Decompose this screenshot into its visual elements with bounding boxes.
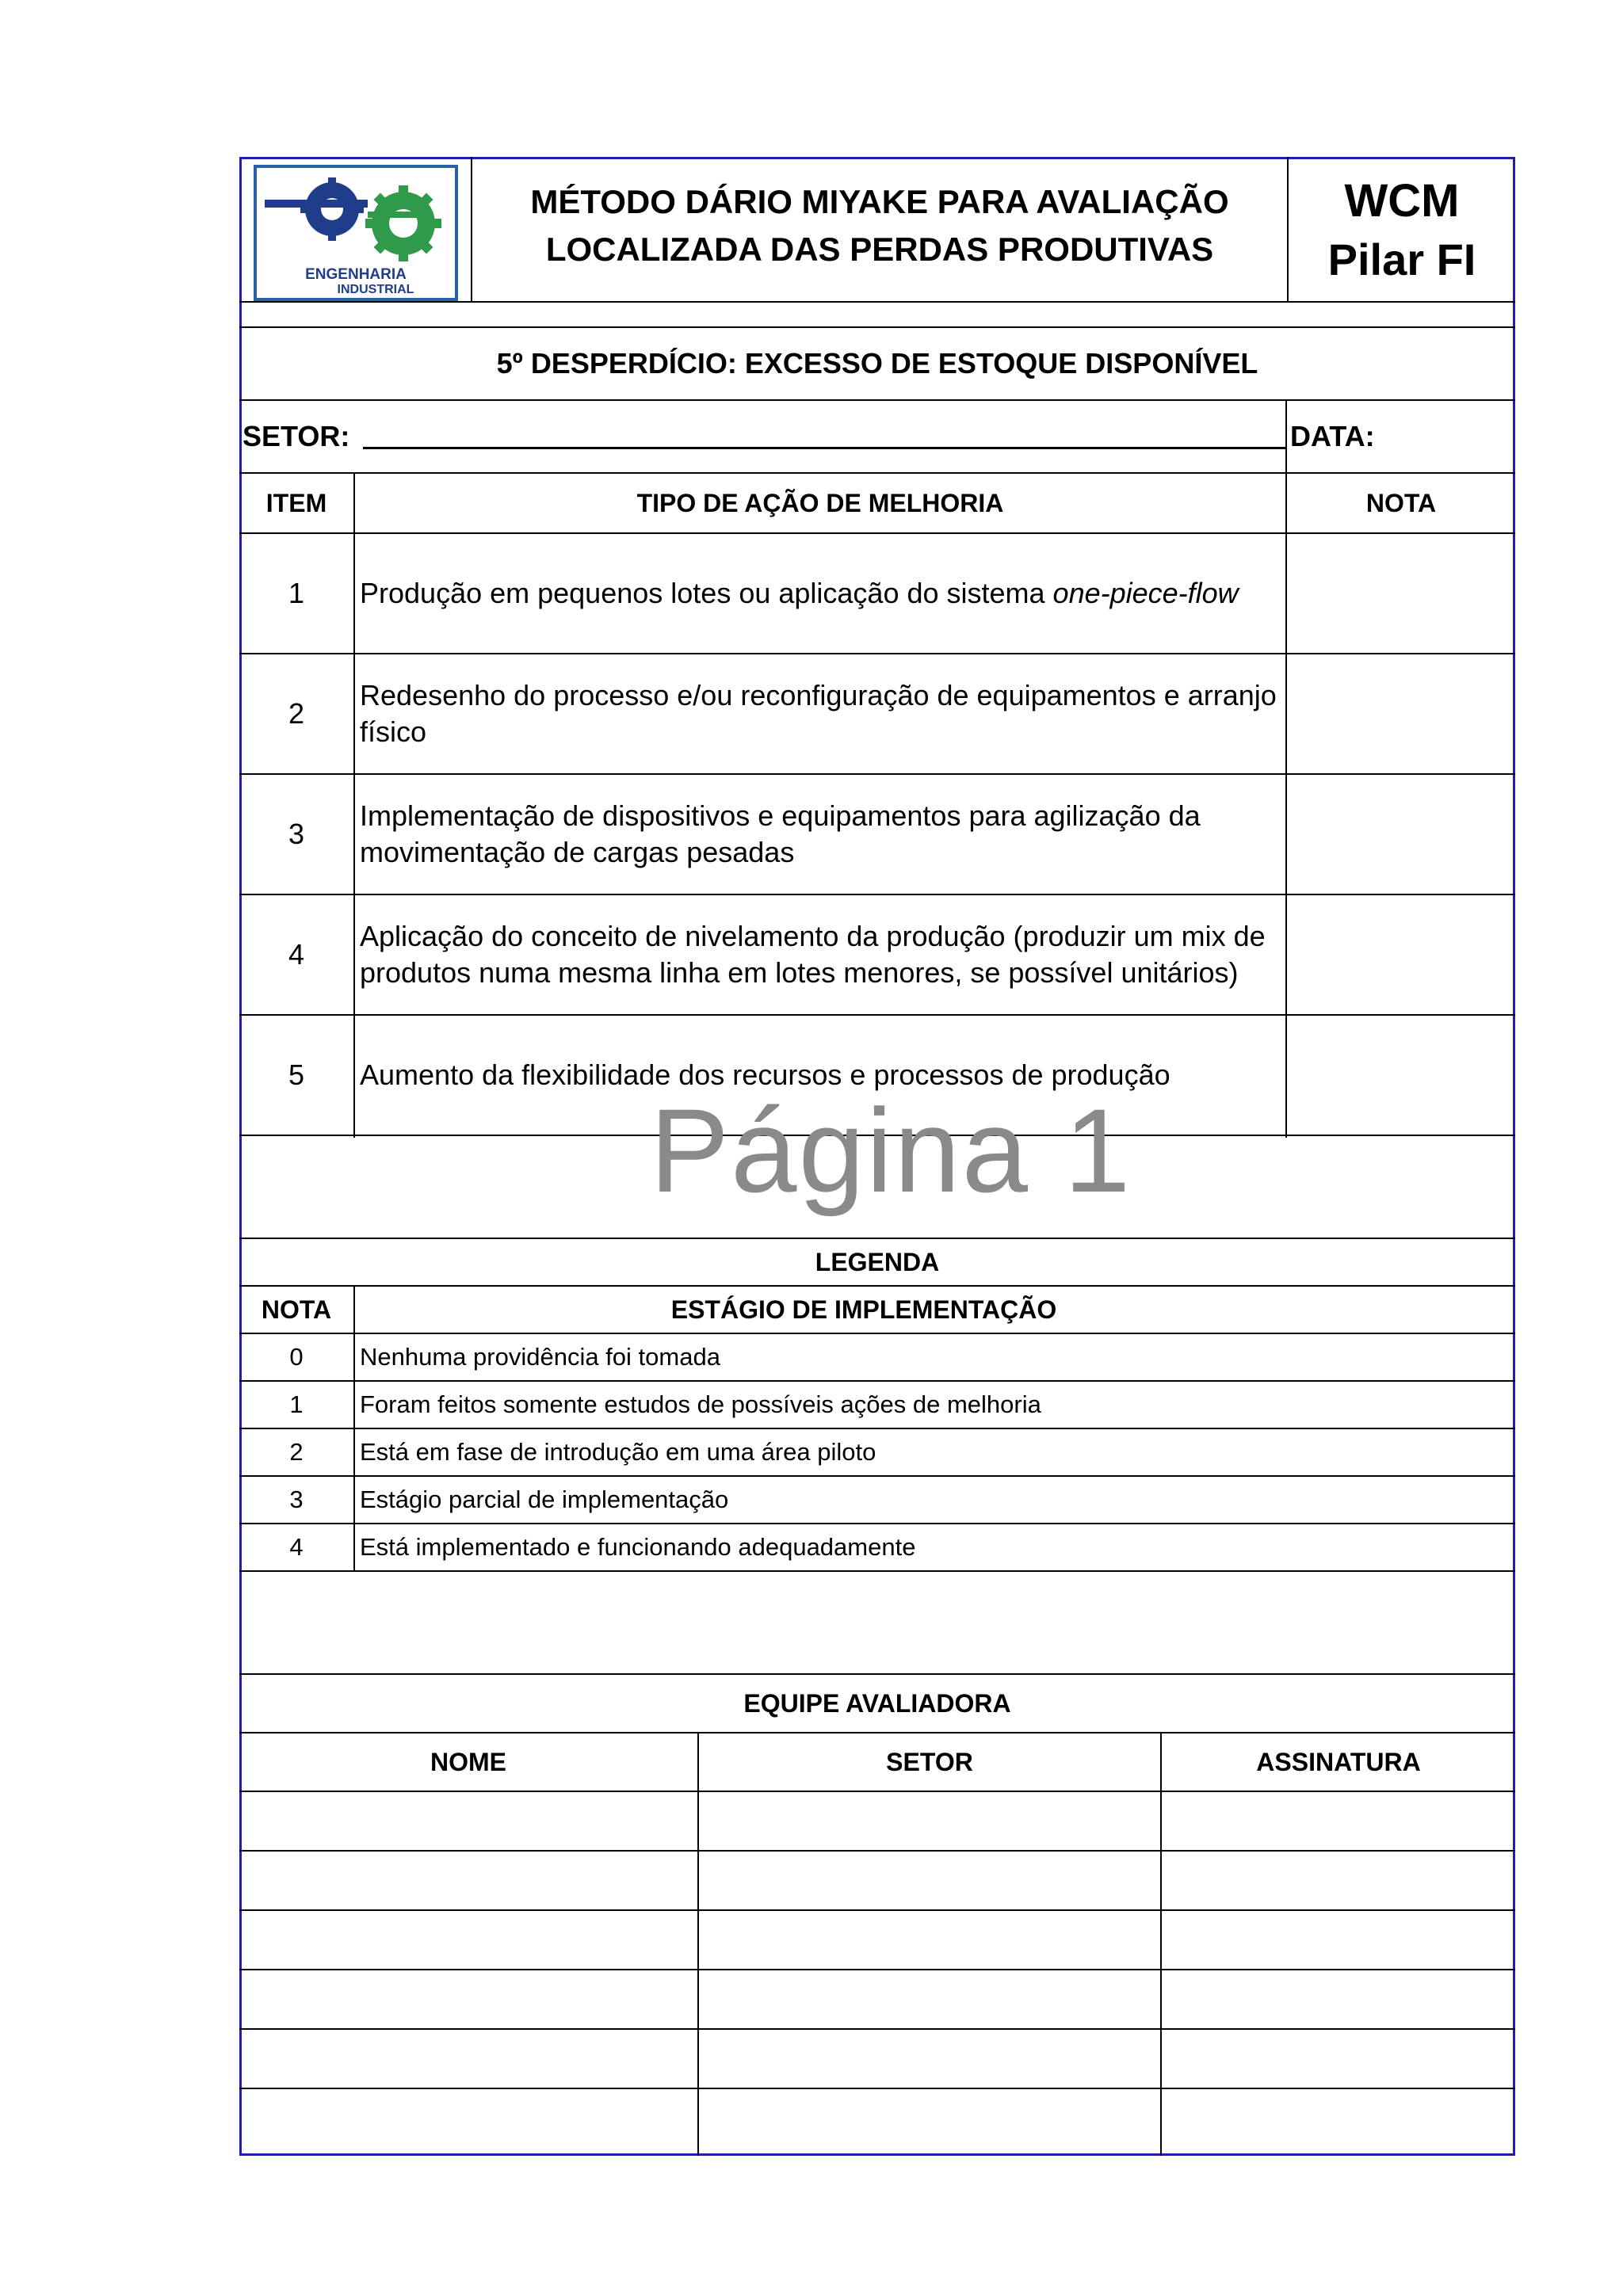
action-nota-cell[interactable] bbox=[1287, 534, 1515, 653]
legend-title: LEGENDA bbox=[815, 1247, 940, 1276]
wcm-badge-line1: WCM bbox=[1344, 174, 1460, 227]
legend-description: Estágio parcial de implementação bbox=[360, 1486, 729, 1513]
page-watermark: Página 1 bbox=[650, 1084, 1132, 1217]
action-nota-cell[interactable] bbox=[1287, 1016, 1515, 1135]
divider bbox=[353, 472, 355, 1138]
action-nota-cell[interactable] bbox=[1287, 895, 1515, 1014]
action-description-italic: one-piece-flow bbox=[1052, 577, 1239, 609]
action-description: Aplicação do conceito de nivelamento da produção (produzir um mix de produtos numa mesma linha em lotes menores, se possível unitários) bbox=[360, 920, 1266, 989]
gear-logo-icon bbox=[257, 168, 455, 298]
legend-header-estagio: ESTÁGIO DE IMPLEMENTAÇÃO bbox=[670, 1295, 1057, 1324]
action-item-number: 4 bbox=[288, 938, 305, 971]
action-item-number: 2 bbox=[288, 697, 305, 730]
action-nota-cell[interactable] bbox=[1287, 775, 1515, 894]
setor-label: SETOR: bbox=[242, 420, 350, 452]
legend-description: Nenhuma providência foi tomada bbox=[360, 1343, 720, 1371]
action-nota-cell[interactable] bbox=[1287, 654, 1515, 773]
divider bbox=[1285, 399, 1287, 472]
action-description: Implementação de dispositivos e equipamentos para agilização da movimentação de cargas pesadas bbox=[360, 799, 1201, 868]
action-description bbox=[360, 534, 1282, 653]
logo-text-line1: ENGENHARIA bbox=[305, 266, 407, 283]
divider bbox=[239, 301, 1515, 303]
legend-description: Foram feitos somente estudos de possíveis ações de melhoria bbox=[360, 1390, 1041, 1418]
team-row[interactable] bbox=[241, 1792, 1514, 1850]
action-description-text: Produção em pequenos lotes ou aplicação do sistema bbox=[360, 577, 1053, 609]
legend-header-nota: NOTA bbox=[261, 1295, 332, 1324]
team-row[interactable] bbox=[241, 1911, 1514, 1969]
legend-nota: 0 bbox=[289, 1343, 304, 1371]
legend-nota: 1 bbox=[289, 1390, 304, 1418]
data-label: DATA: bbox=[1290, 420, 1375, 452]
legend-nota: 4 bbox=[289, 1533, 304, 1561]
setor-input-line[interactable] bbox=[363, 447, 1285, 449]
team-header-setor: SETOR bbox=[886, 1747, 973, 1776]
company-logo bbox=[254, 165, 458, 301]
actions-header-tipo: TIPO DE AÇÃO DE MELHORIA bbox=[636, 488, 1004, 517]
doc-title-line1: MÉTODO DÁRIO MIYAKE PARA AVALIAÇÃO bbox=[530, 183, 1229, 220]
action-item-number: 3 bbox=[288, 818, 305, 850]
team-header-assinatura: ASSINATURA bbox=[1256, 1747, 1421, 1776]
action-item-number: 1 bbox=[288, 577, 305, 609]
team-row[interactable] bbox=[241, 1970, 1514, 2028]
wcm-badge-line2: Pilar FI bbox=[1327, 234, 1476, 284]
action-item-number: 5 bbox=[288, 1058, 305, 1091]
team-header-nome: NOME bbox=[430, 1747, 506, 1776]
divider bbox=[239, 1570, 1515, 1572]
doc-title-line2: LOCALIZADA DAS PERDAS PRODUTIVAS bbox=[545, 231, 1214, 268]
logo-text-line2: INDUSTRIAL bbox=[337, 283, 414, 296]
team-title: EQUIPE AVALIADORA bbox=[743, 1688, 1011, 1718]
team-row[interactable] bbox=[241, 1852, 1514, 1909]
legend-description: Está implementado e funcionando adequadamente bbox=[360, 1533, 916, 1561]
actions-header-item: ITEM bbox=[265, 488, 327, 517]
team-row[interactable] bbox=[241, 2030, 1514, 2088]
team-row[interactable] bbox=[241, 2089, 1514, 2153]
legend-description: Está em fase de introdução em uma área piloto bbox=[360, 1438, 876, 1466]
actions-header-nota: NOTA bbox=[1365, 488, 1437, 517]
section-title: 5º DESPERDÍCIO: EXCESSO DE ESTOQUE DISPONÍVEL bbox=[496, 347, 1258, 379]
legend-nota: 2 bbox=[289, 1438, 304, 1466]
action-description: Aumento da flexibilidade dos recursos e processos de produção bbox=[360, 1058, 1170, 1091]
action-description: Redesenho do processo e/ou reconfiguração de equipamentos e arranjo físico bbox=[360, 679, 1277, 748]
legend-nota: 3 bbox=[289, 1486, 304, 1513]
